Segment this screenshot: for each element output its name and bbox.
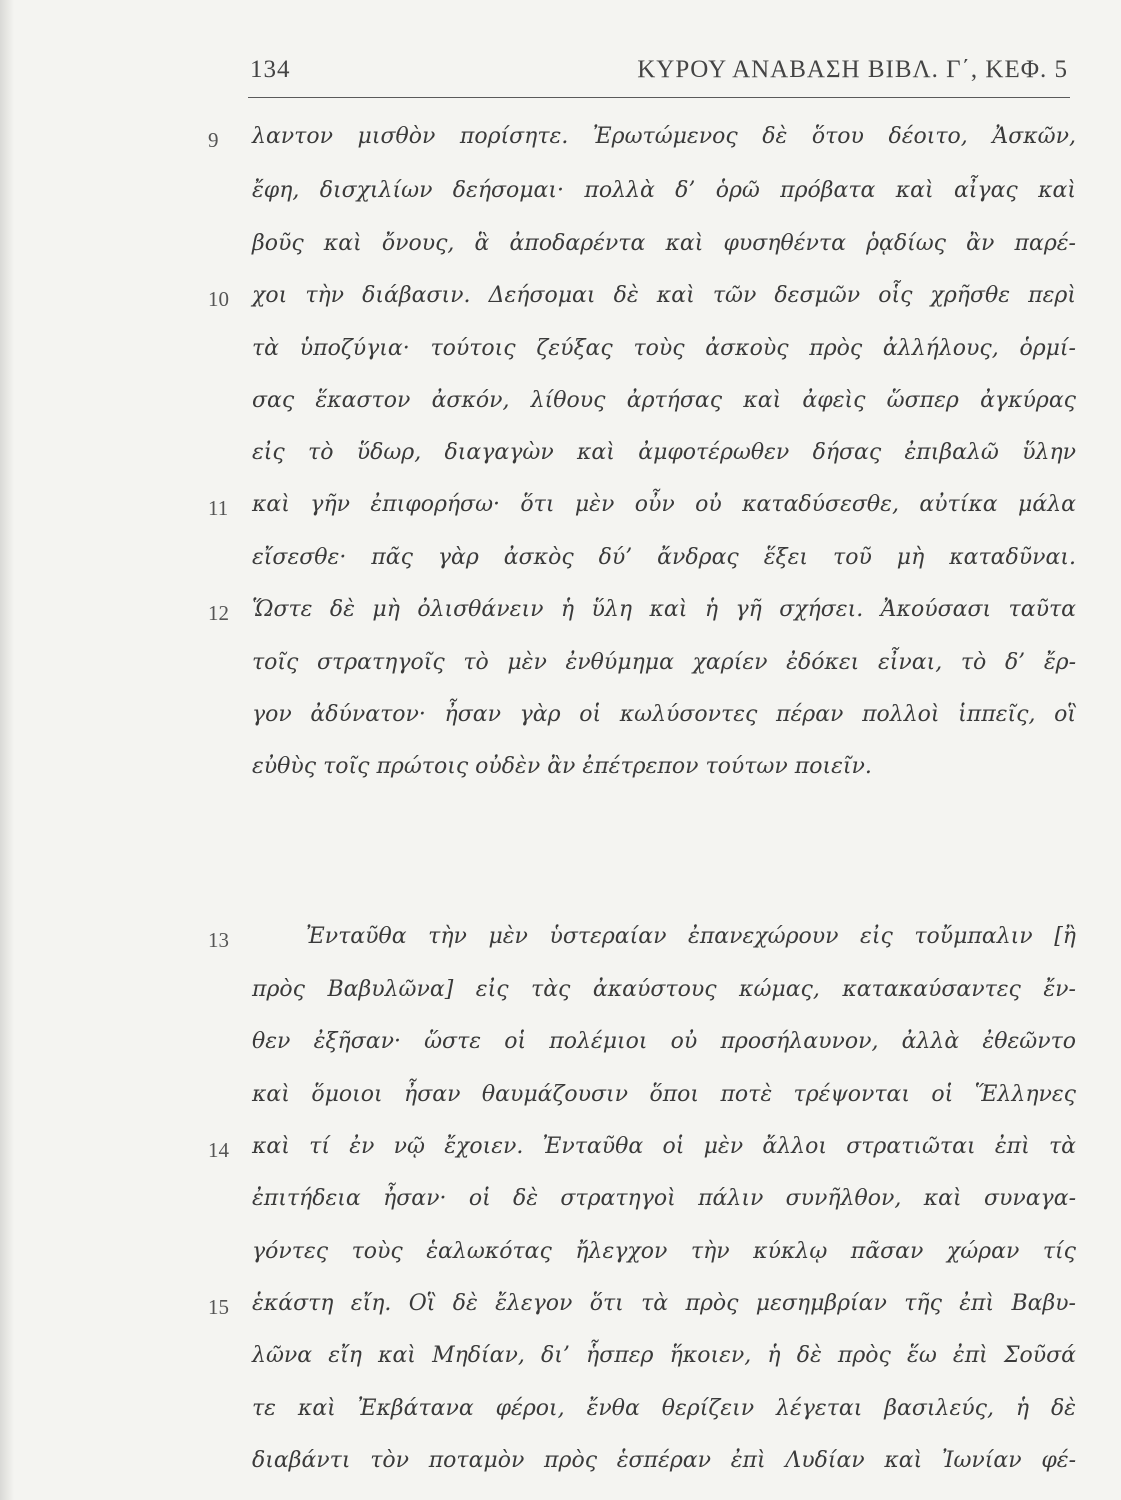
line-text: τὰ ὑποζύγια· τούτοις ζεύξας τοὺς ἀσκοὺς πρὸς ἀλλήλους, ὁρμί- [252, 336, 1076, 361]
line-text: πρὸς Βαβυλῶνα] εἰς τὰς ἀκαύστους κώμας, κατακαύσαντες ἔν- [252, 977, 1076, 1002]
text-line [0, 1394, 1121, 1438]
section-number: 13 [208, 928, 229, 952]
section-number: 10 [208, 287, 229, 311]
line-text: εὐθὺς τοῖς πρώτοις οὐδὲν ἂν ἐπέτρεπον τούτων ποιεῖν. [252, 754, 872, 779]
text-line [0, 975, 1121, 1019]
line-text: χοι τὴν διάβασιν. Δεήσομαι δὲ καὶ τῶν δεσμῶν οἷς χρῆσθε περὶ [252, 283, 1076, 308]
line-text: λῶνα εἴη καὶ Μηδίαν, δι’ ἧσπερ ἥκοιεν, ἡ δὲ πρὸς ἕω ἐπὶ Σοῦσά [252, 1343, 1076, 1368]
text-line [0, 281, 1121, 325]
page-header [248, 52, 1070, 92]
line-text: καὶ ὅμοιοι ἦσαν θαυμάζουσιν ὅποι ποτὲ τρέψονται οἱ Ἕλληνες [252, 1082, 1076, 1107]
text-line [0, 752, 1121, 796]
text-line [0, 229, 1121, 273]
text-line [0, 490, 1121, 534]
line-text: Ἐνταῦθα τὴν μὲν ὑστεραίαν ἐπανεχώρουν εἰς τοὔμπαλιν [ἢ [306, 924, 1076, 949]
text-line [0, 1341, 1121, 1385]
line-text: γον ἀδύνατον· ἦσαν γὰρ οἱ κωλύσοντες πέραν πολλοὶ ἱππεῖς, οἳ [252, 702, 1076, 727]
text-line [0, 438, 1121, 482]
line-text: εἴσεσθε· πᾶς γὰρ ἀσκὸς δύ’ ἄνδρας ἕξει τοῦ μὴ καταδῦναι. [252, 545, 1076, 570]
text-line [0, 648, 1121, 692]
line-text: ἑκάστη εἴη. Οἳ δὲ ἔλεγον ὅτι τὰ πρὸς μεσημβρίαν τῆς ἐπὶ Βαβυ- [252, 1291, 1076, 1316]
text-line [0, 700, 1121, 744]
section-number: 14 [208, 1138, 229, 1162]
line-text: θεν ἐξῆσαν· ὥστε οἱ πολέμιοι οὐ προσήλαυνον, ἀλλὰ ἐθεῶντο [252, 1029, 1076, 1054]
line-text: καὶ γῆν ἐπιφορήσω· ὅτι μὲν οὖν οὐ καταδύσεσθε, αὐτίκα μάλα [252, 492, 1076, 517]
line-text: καὶ τί ἐν νῷ ἔχοιεν. Ἐνταῦθα οἱ μὲν ἄλλοι στρατιῶται ἐπὶ τὰ [252, 1134, 1076, 1159]
section-number: 15 [208, 1295, 229, 1319]
text-line [0, 1184, 1121, 1228]
text-line [0, 1446, 1121, 1490]
text-line [0, 122, 1121, 166]
line-text: Ὥστε δὲ μὴ ὀλισθάνειν ἡ ὕλη καὶ ἡ γῆ σχήσει. Ἀκούσασι ταῦτα [252, 597, 1076, 622]
text-line [0, 1237, 1121, 1281]
line-text: γόντες τοὺς ἑαλωκότας ἤλεγχον τὴν κύκλῳ πᾶσαν χώραν τίς [252, 1239, 1076, 1264]
text-line [0, 334, 1121, 378]
line-text: τοῖς στρατηγοῖς τὸ μὲν ἐνθύμημα χαρίεν ἐδόκει εἶναι, τὸ δ’ ἔρ- [252, 650, 1076, 675]
text-line [0, 922, 1121, 966]
line-text: εἰς τὸ ὕδωρ, διαγαγὼν καὶ ἀμφοτέρωθεν δήσας ἐπιβαλῶ ὕλην [252, 440, 1076, 465]
line-text: διαβάντι τὸν ποταμὸν πρὸς ἑσπέραν ἐπὶ Λυδίαν καὶ Ἰωνίαν φέ- [252, 1448, 1076, 1473]
line-text: τε καὶ Ἐκβάτανα φέροι, ἔνθα θερίζειν λέγεται βασιλεύς, ἡ δὲ [252, 1396, 1076, 1421]
text-line [0, 1289, 1121, 1333]
line-text: ἔφη, δισχιλίων δεήσομαι· πολλὰ δ’ ὁρῶ πρόβατα καὶ αἶγας καὶ [252, 178, 1076, 203]
text-line [0, 1027, 1121, 1071]
running-title: ΚΥΡΟΥ ΑΝΑΒΑΣΗ ΒΙΒΛ. Γ΄, ΚΕΦ. 5 [637, 56, 1068, 83]
section-number: 12 [208, 601, 229, 625]
section-number: 9 [208, 128, 219, 152]
section-number: 11 [208, 496, 229, 520]
text-line [0, 543, 1121, 587]
header-rule [248, 97, 1070, 98]
line-text: βοῦς καὶ ὄνους, ἃ ἀποδαρέντα καὶ φυσηθέντα ῥᾳδίως ἂν παρέ- [252, 231, 1076, 256]
text-line [0, 1080, 1121, 1124]
text-line [0, 1132, 1121, 1176]
page-number: 134 [250, 56, 291, 83]
text-line [0, 386, 1121, 430]
text-line [0, 595, 1121, 639]
line-text: σας ἕκαστον ἀσκόν, λίθους ἀρτήσας καὶ ἀφεὶς ὥσπερ ἀγκύρας [252, 388, 1076, 413]
line-text: ἐπιτήδεια ἦσαν· οἱ δὲ στρατηγοὶ πάλιν συνῆλθον, καὶ συναγα- [252, 1186, 1076, 1211]
line-text: λαντον μισθὸν πορίσητε. Ἐρωτώμενος δὲ ὅτου δέοιτο, Ἀσκῶν, [252, 124, 1076, 149]
text-line [0, 176, 1121, 220]
